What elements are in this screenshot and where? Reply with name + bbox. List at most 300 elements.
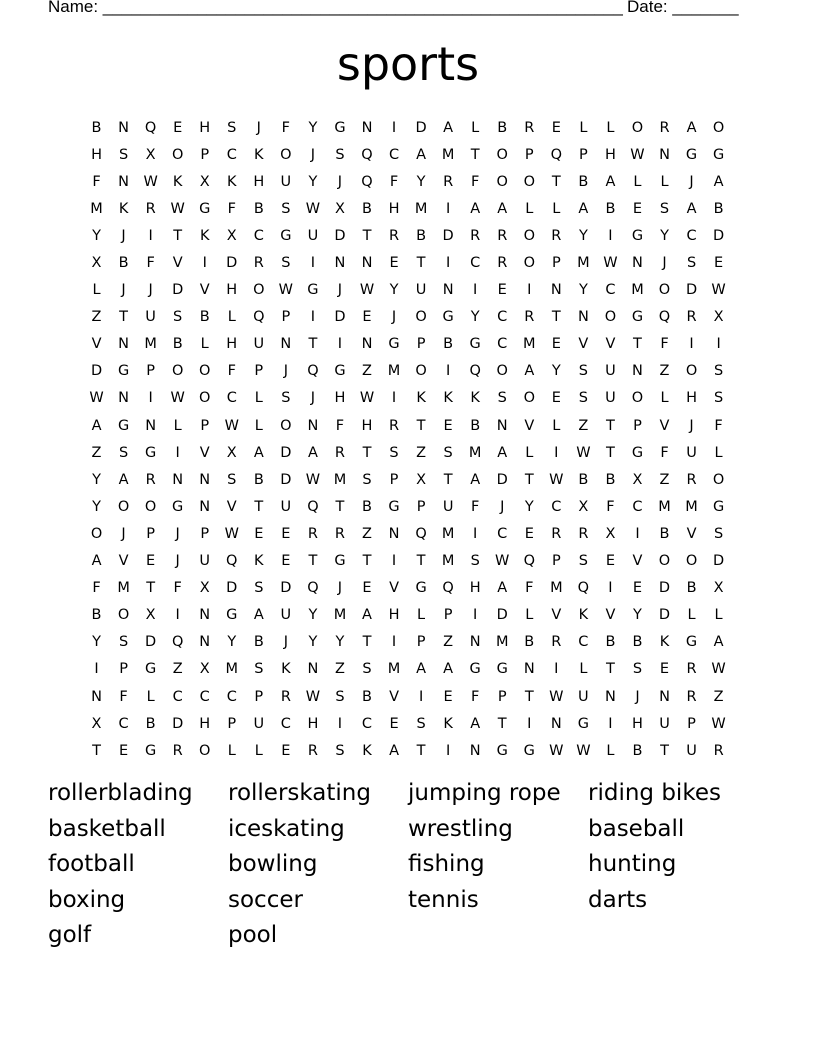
grid-letter: G [577, 715, 589, 732]
grid-row [83, 412, 733, 439]
grid-letter: X [199, 580, 210, 597]
grid-letter: I [473, 525, 478, 542]
grid-letter: L [227, 742, 236, 759]
grid-letter: W [224, 417, 239, 434]
grid-letter: B [605, 634, 616, 651]
grid-letter: G [199, 200, 211, 217]
grid-letter: V [578, 336, 589, 353]
grid-letter: A [253, 607, 264, 624]
grid-letter: M [658, 498, 671, 515]
grid-letter: P [633, 417, 642, 434]
grid-letter: S [335, 742, 345, 759]
grid-letter: W [224, 525, 239, 542]
grid-letter: Y [308, 607, 318, 624]
grid-letter: F [714, 417, 723, 434]
grid-letter: T [119, 309, 128, 326]
grid-letter: F [389, 173, 399, 190]
grid-letter: D [334, 227, 346, 244]
grid-letter: J [121, 282, 126, 299]
grid-letter: G [469, 336, 481, 353]
grid-letter: M [441, 553, 455, 570]
grid-letter: J [337, 173, 343, 190]
grid-letter: S [254, 580, 264, 597]
grid-letter: S [281, 255, 291, 272]
grid-letter: V [199, 282, 210, 299]
grid-letter: E [632, 580, 643, 597]
grid-letter: T [92, 742, 101, 759]
grid-letter: Q [307, 498, 319, 515]
grid-letter: D [496, 471, 508, 488]
grid-letter: T [416, 742, 426, 759]
grid-row [83, 141, 733, 168]
grid-letter: P [200, 417, 210, 434]
grid-letter: O [712, 471, 725, 488]
grid-letter: V [389, 580, 399, 597]
grid-letter: I [391, 634, 397, 651]
grid-letter: D [685, 282, 698, 299]
grid-letter: G [144, 444, 157, 461]
grid-letter: Q [550, 146, 563, 163]
grid-letter: M [550, 580, 563, 597]
grid-letter: A [713, 173, 724, 190]
grid-letter: O [523, 390, 535, 407]
grid-letter: L [660, 173, 669, 190]
grid-letter: O [415, 309, 427, 326]
grid-letter: B [524, 634, 535, 651]
grid-letter: A [91, 417, 102, 434]
grid-letter: K [470, 390, 480, 407]
grid-letter: U [307, 227, 319, 244]
grid-letter: F [471, 173, 480, 190]
grid-letter: E [281, 525, 291, 542]
grid-letter: J [689, 173, 694, 190]
grid-letter: Z [659, 471, 670, 488]
grid-letter: P [146, 525, 155, 542]
grid-letter: O [415, 363, 427, 380]
grid-letter: L [714, 607, 723, 624]
grid-letter: H [686, 390, 697, 407]
grid-letter: D [658, 580, 671, 597]
grid-letter: M [414, 200, 428, 217]
grid-letter: Q [361, 146, 373, 163]
grid-letter: V [172, 255, 183, 272]
grid-letter: S [335, 688, 345, 705]
grid-letter: T [308, 336, 318, 353]
grid-letter: O [280, 146, 292, 163]
grid-row [83, 493, 733, 520]
grid-letter: N [659, 688, 670, 705]
grid-letter: B [145, 715, 156, 732]
grid-letter: I [608, 580, 613, 597]
grid-letter: A [470, 200, 481, 217]
grid-letter: X [91, 715, 102, 732]
grid-letter: D [280, 444, 292, 461]
grid-letter: S [389, 444, 399, 461]
grid-letter: M [468, 444, 482, 461]
grid-letter: U [280, 498, 292, 515]
grid-letter: W [359, 390, 375, 407]
grid-letter: P [281, 309, 291, 326]
grid-letter: R [307, 525, 318, 542]
grid-letter: Z [416, 444, 427, 461]
grid-letter: E [281, 742, 291, 759]
word-bank-item: soccer [228, 886, 303, 913]
grid-letter: K [416, 390, 426, 407]
grid-letter: L [525, 444, 534, 461]
grid-letter: J [635, 688, 640, 705]
grid-letter: T [605, 661, 615, 678]
grid-letter: T [470, 146, 480, 163]
grid-letter: P [254, 363, 264, 380]
grid-letter: P [254, 688, 264, 705]
grid-letter: B [605, 471, 616, 488]
grid-letter: O [685, 553, 698, 570]
grid-letter: H [388, 200, 400, 217]
date-field-label: Date: _______ [627, 0, 739, 16]
grid-letter: L [146, 688, 155, 705]
grid-letter: M [523, 336, 536, 353]
grid-letter: O [199, 363, 211, 380]
grid-letter: M [387, 661, 401, 678]
grid-letter: G [334, 119, 346, 136]
grid-letter: R [686, 661, 697, 678]
grid-letter: W [495, 553, 510, 570]
grid-letter: N [550, 282, 562, 299]
grid-letter: O [117, 498, 130, 515]
grid-letter: T [443, 471, 453, 488]
grid-letter: I [689, 336, 694, 353]
word-bank-item: basketball [48, 815, 166, 842]
grid-letter: W [170, 200, 185, 217]
grid-letter: D [280, 580, 292, 597]
grid-letter: O [117, 607, 130, 624]
grid-letter: Y [551, 363, 561, 380]
grid-letter: R [551, 227, 562, 244]
grid-letter: S [254, 661, 264, 678]
grid-letter: K [254, 146, 264, 163]
grid-letter: T [416, 255, 426, 272]
grid-letter: R [253, 255, 264, 272]
grid-letter: N [199, 471, 211, 488]
grid-letter: E [389, 715, 399, 732]
word-bank-item: iceskating [228, 815, 345, 842]
grid-letter: I [202, 255, 207, 272]
grid-letter: M [577, 255, 590, 272]
grid-letter: P [551, 255, 561, 272]
grid-letter: Y [389, 282, 399, 299]
grid-letter: R [497, 227, 508, 244]
grid-letter: Q [361, 173, 373, 190]
grid-letter: V [524, 417, 535, 434]
grid-letter: V [389, 688, 399, 705]
grid-letter: I [608, 227, 613, 244]
grid-letter: P [200, 146, 210, 163]
grid-letter: Z [443, 634, 454, 651]
grid-letter: D [145, 634, 157, 651]
grid-letter: B [632, 634, 643, 651]
grid-letter: G [117, 363, 130, 380]
grid-letter: E [362, 580, 372, 597]
grid-row [83, 195, 733, 222]
word-bank-item: baseball [588, 815, 685, 842]
grid-letter: O [523, 255, 535, 272]
grid-letter: I [608, 715, 613, 732]
grid-letter: V [226, 498, 237, 515]
grid-letter: R [470, 227, 481, 244]
grid-letter: J [283, 634, 288, 651]
grid-row [83, 710, 733, 737]
grid-letter: H [226, 282, 238, 299]
grid-letter: W [711, 715, 726, 732]
grid-letter: E [605, 553, 615, 570]
word-search-grid [83, 114, 733, 764]
grid-letter: G [631, 309, 644, 326]
grid-letter: X [226, 227, 237, 244]
word-bank-item: wrestling [408, 815, 513, 842]
grid-letter: C [632, 498, 643, 515]
grid-letter: M [441, 146, 455, 163]
grid-letter: Q [577, 580, 590, 597]
grid-letter: G [685, 146, 698, 163]
grid-letter: B [91, 607, 102, 624]
word-bank-item: tennis [408, 886, 479, 913]
grid-letter: O [631, 390, 644, 407]
grid-letter: O [712, 119, 725, 136]
grid-letter: C [470, 255, 481, 272]
grid-letter: W [305, 688, 321, 705]
grid-letter: Q [226, 553, 238, 570]
grid-letter: I [445, 363, 451, 380]
grid-letter: C [388, 146, 400, 163]
grid-letter: I [473, 282, 478, 299]
grid-letter: R [551, 634, 562, 651]
grid-letter: F [525, 580, 534, 597]
grid-letter: L [525, 200, 534, 217]
grid-letter: Y [227, 634, 237, 651]
grid-letter: W [278, 282, 294, 299]
grid-letter: E [173, 119, 183, 136]
grid-letter: N [577, 309, 589, 326]
grid-row [83, 385, 733, 412]
grid-row [83, 222, 733, 249]
grid-letter: I [554, 444, 559, 461]
grid-letter: P [389, 471, 399, 488]
grid-letter: Q [307, 363, 319, 380]
grid-letter: R [686, 688, 697, 705]
grid-letter: X [226, 444, 237, 461]
grid-letter: W [549, 742, 564, 759]
grid-letter: R [334, 444, 345, 461]
grid-letter: W [549, 688, 564, 705]
grid-letter: A [497, 200, 508, 217]
grid-letter: U [280, 607, 292, 624]
grid-letter: N [388, 525, 400, 542]
grid-letter: S [713, 390, 724, 407]
grid-letter: T [362, 634, 372, 651]
grid-letter: R [443, 173, 454, 190]
grid-letter: Y [633, 607, 642, 624]
grid-letter: U [686, 444, 697, 461]
grid-letter: H [253, 173, 265, 190]
grid-letter: S [118, 146, 129, 163]
grid-letter: U [253, 715, 265, 732]
grid-letter: F [335, 417, 345, 434]
grid-letter: A [443, 661, 454, 678]
grid-letter: M [631, 282, 644, 299]
grid-letter: M [225, 661, 239, 678]
grid-letter: X [578, 498, 589, 515]
grid-letter: J [391, 309, 397, 326]
grid-letter: B [172, 336, 183, 353]
grid-letter: L [254, 417, 263, 434]
grid-letter: R [172, 742, 183, 759]
grid-letter: G [442, 309, 454, 326]
grid-letter: W [359, 282, 375, 299]
grid-row [83, 656, 733, 683]
grid-letter: S [227, 471, 237, 488]
grid-letter: W [576, 742, 591, 759]
grid-letter: I [337, 715, 343, 732]
grid-row [83, 575, 733, 602]
grid-letter: I [391, 390, 397, 407]
grid-row [83, 331, 733, 358]
grid-letter: C [497, 336, 508, 353]
grid-letter: L [714, 444, 723, 461]
grid-letter: R [713, 742, 724, 759]
grid-letter: G [226, 607, 238, 624]
grid-letter: Q [415, 525, 427, 542]
grid-letter: H [334, 390, 346, 407]
grid-letter: D [334, 309, 346, 326]
grid-letter: A [253, 444, 264, 461]
grid-letter: L [633, 173, 642, 190]
grid-letter: R [145, 200, 156, 217]
grid-letter: K [659, 634, 670, 651]
grid-letter: E [714, 255, 724, 272]
grid-letter: B [578, 471, 589, 488]
grid-letter: A [686, 200, 697, 217]
grid-letter: R [389, 227, 400, 244]
grid-letter: T [633, 336, 642, 353]
grid-letter: Y [660, 227, 669, 244]
grid-letter: A [470, 715, 481, 732]
grid-letter: L [579, 119, 588, 136]
grid-letter: S [227, 119, 237, 136]
grid-letter: P [443, 607, 453, 624]
grid-letter: X [713, 580, 724, 597]
grid-letter: O [90, 525, 103, 542]
grid-letter: D [172, 715, 184, 732]
grid-row [83, 304, 733, 331]
grid-letter: L [254, 390, 263, 407]
grid-letter: B [91, 119, 102, 136]
grid-letter: B [632, 742, 643, 759]
grid-letter: A [605, 173, 616, 190]
grid-letter: K [443, 390, 453, 407]
grid-letter: O [685, 363, 698, 380]
grid-letter: M [685, 498, 698, 515]
grid-letter: G [631, 227, 644, 244]
grid-letter: S [416, 715, 426, 732]
grid-letter: J [121, 227, 126, 244]
grid-letter: I [175, 607, 180, 624]
grid-letter: U [605, 390, 616, 407]
grid-letter: B [253, 471, 264, 488]
grid-letter: H [361, 417, 373, 434]
grid-letter: J [689, 417, 694, 434]
grid-letter: G [712, 146, 725, 163]
grid-letter: K [254, 553, 264, 570]
grid-letter: A [470, 471, 481, 488]
grid-letter: U [145, 309, 156, 326]
grid-letter: K [118, 200, 129, 217]
grid-letter: A [416, 661, 427, 678]
grid-letter: M [441, 525, 455, 542]
grid-letter: I [175, 444, 180, 461]
grid-letter: A [524, 363, 535, 380]
word-bank-item: boxing [48, 886, 126, 913]
grid-letter: V [605, 336, 616, 353]
grid-letter: R [524, 309, 535, 326]
grid-letter: C [605, 282, 616, 299]
grid-letter: D [658, 607, 671, 624]
grid-letter: J [500, 498, 505, 515]
grid-letter: C [199, 688, 210, 705]
grid-letter: G [496, 661, 508, 678]
grid-letter: E [632, 200, 643, 217]
grid-letter: H [604, 146, 616, 163]
grid-letter: A [389, 742, 399, 759]
grid-letter: C [551, 498, 562, 515]
grid-letter: I [445, 200, 451, 217]
grid-letter: E [146, 553, 156, 570]
grid-letter: O [171, 363, 184, 380]
grid-letter: I [310, 309, 316, 326]
grid-letter: I [527, 715, 532, 732]
word-bank-item: pool [228, 922, 278, 949]
grid-letter: Y [578, 282, 588, 299]
grid-letter: O [604, 309, 617, 326]
grid-letter: L [417, 607, 426, 624]
grid-letter: N [632, 255, 643, 272]
grid-letter: S [632, 661, 643, 678]
grid-letter: F [471, 688, 480, 705]
grid-letter: B [118, 255, 129, 272]
grid-letter: Y [416, 173, 426, 190]
grid-letter: R [145, 471, 156, 488]
grid-letter: P [687, 715, 696, 732]
grid-row [83, 439, 733, 466]
grid-letter: F [173, 580, 182, 597]
grid-letter: E [389, 255, 399, 272]
grid-letter: U [578, 688, 589, 705]
grid-letter: U [280, 173, 292, 190]
grid-letter: U [253, 336, 265, 353]
grid-letter: G [334, 363, 346, 380]
grid-letter: T [524, 471, 534, 488]
grid-letter: E [281, 553, 291, 570]
grid-letter: I [445, 255, 451, 272]
grid-letter: S [281, 390, 291, 407]
grid-letter: W [711, 282, 726, 299]
grid-row [83, 277, 733, 304]
grid-letter: S [713, 363, 724, 380]
grid-letter: G [388, 498, 400, 515]
grid-letter: K [443, 715, 453, 732]
grid-letter: V [632, 553, 643, 570]
grid-letter: R [389, 417, 400, 434]
grid-letter: L [606, 742, 615, 759]
